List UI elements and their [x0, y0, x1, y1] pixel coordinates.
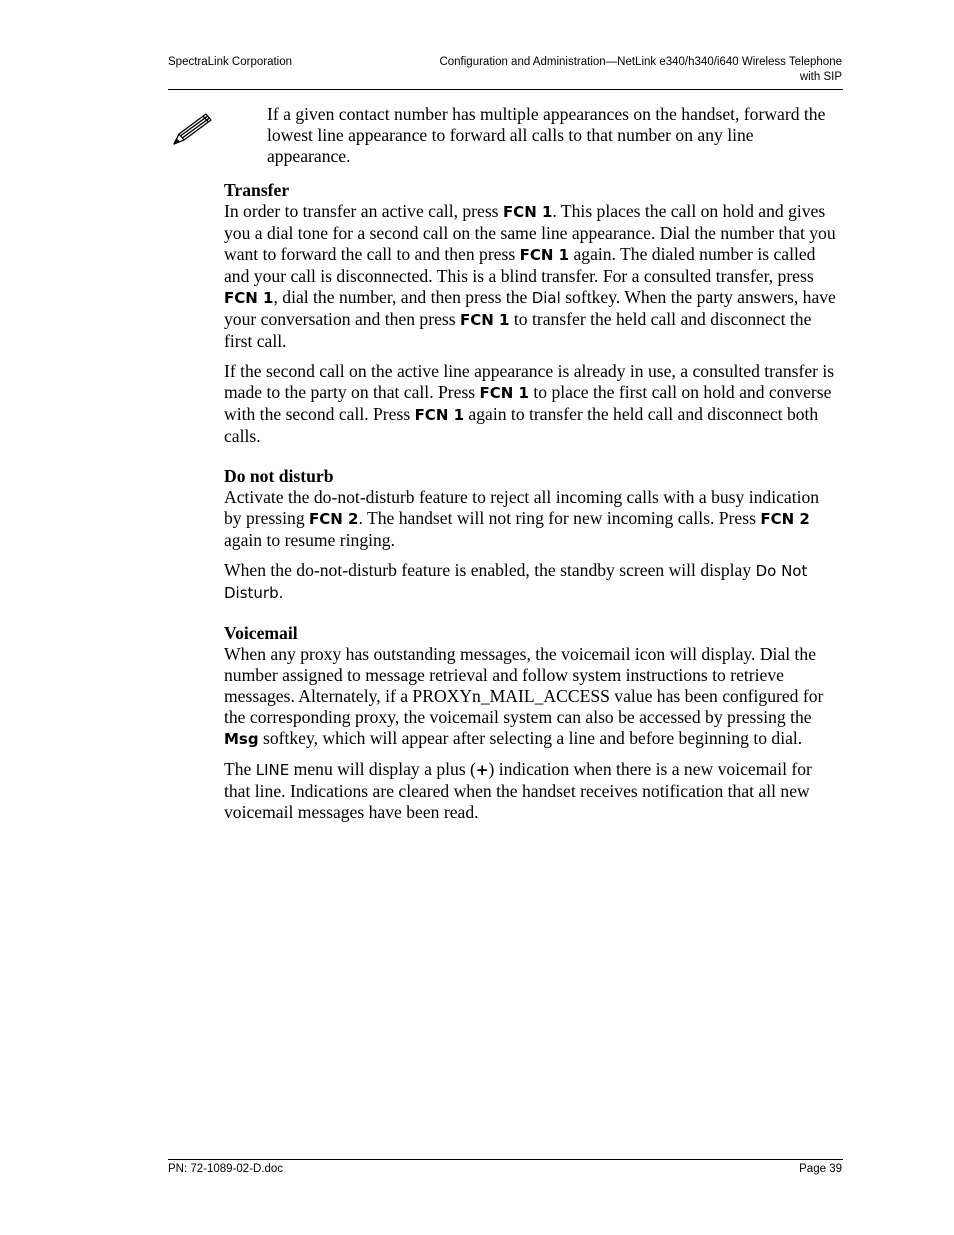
section-do-not-disturb — [224, 466, 840, 604]
header-title-line2: with SIP — [799, 71, 842, 83]
transfer-paragraph-1: In order to transfer an active call, press FCN 1. This places the call on hold and gives you a dial tone for a second call on the same line appearance. Dial the number that you want to forward the call to and then press FCN 1 again. The dialed number is called and your call is disconnected. This is a blind transfer. For a consulted transfer, press FCN 1, dial the number, and then press the Dial softkey. When the party answers, have your conversation and then press FCN 1 to transfer the held call and disconnect the first call. — [224, 201, 836, 351]
plus-indicator: + — [475, 761, 489, 779]
key-fcn1: FCN 1 — [479, 384, 529, 402]
menu-line: LINE — [255, 761, 290, 779]
note-text: If a given contact number has multiple appearances on the handset, forward the lowest line appearance to forward all calls to that number on any line appearance. — [267, 104, 826, 166]
header-title-line1: Configuration and Administration—NetLink e340/h340/i640 Wireless Telephone — [439, 56, 842, 68]
header-rule — [168, 89, 843, 90]
softkey-dial: Dial — [531, 289, 561, 307]
section-transfer — [224, 180, 840, 447]
heading-transfer: Transfer — [224, 180, 290, 200]
key-fcn1: FCN 1 — [502, 203, 553, 221]
key-fcn2: FCN 2 — [309, 510, 359, 528]
transfer-paragraph-2: If the second call on the active line appearance is already in use, a consulted transfer is made to the party on that call. Press FCN 1 to place the first call on hold and converse with the second call. Press FCN 1 again to transfer the held call and disconnect both calls. — [224, 361, 835, 446]
dnd-paragraph-2: When the do-not-disturb feature is enabled, the standby screen will display Do Not Disturb. — [224, 560, 808, 602]
footer-doc-number: PN: 72-1089-02-D.doc — [168, 1163, 284, 1175]
main-content — [224, 180, 840, 842]
key-fcn1: FCN 1 — [460, 311, 510, 329]
footer-rule — [168, 1159, 843, 1160]
dnd-paragraph-1: Activate the do-not-disturb feature to reject all incoming calls with a busy indication by pressing FCN 2. The handset will not ring for new incoming calls. Press FCN 2 again to resume ringing. — [224, 487, 820, 550]
softkey-msg: Msg — [224, 730, 259, 748]
voicemail-paragraph-2: The LINE menu will display a plus (+) indication when there is a new voicemail for that line. Indications are cleared when the handset receives notification that all new voicemail messages have been read. — [224, 759, 812, 822]
voicemail-paragraph-1: When any proxy has outstanding messages, the voicemail icon will display. Dial the number assigned to message retrieval and follow system instructions to retrieve messages. Alternately, if a PROXYn_MAIL_ACCESS value has been configured for the corresponding proxy, the voicemail system can also be accessed by pressing the Msg softkey, which will appear after selecting a line and before beginning to dial. — [224, 644, 824, 748]
pencil-icon — [170, 111, 214, 147]
key-fcn2: FCN 2 — [760, 510, 810, 528]
section-voicemail — [224, 623, 840, 823]
heading-voicemail: Voicemail — [224, 623, 298, 643]
display-do-not-disturb: Do Not Disturb. — [224, 562, 808, 602]
header-title — [362, 55, 842, 85]
footer-page-number: Page 39 — [799, 1163, 842, 1175]
key-fcn1: FCN 1 — [224, 289, 274, 307]
header-company: SpectraLink Corporation — [168, 56, 293, 68]
key-fcn1: FCN 1 — [414, 406, 465, 424]
key-fcn1: FCN 1 — [519, 246, 570, 264]
heading-do-not-disturb: Do not disturb — [224, 466, 334, 486]
